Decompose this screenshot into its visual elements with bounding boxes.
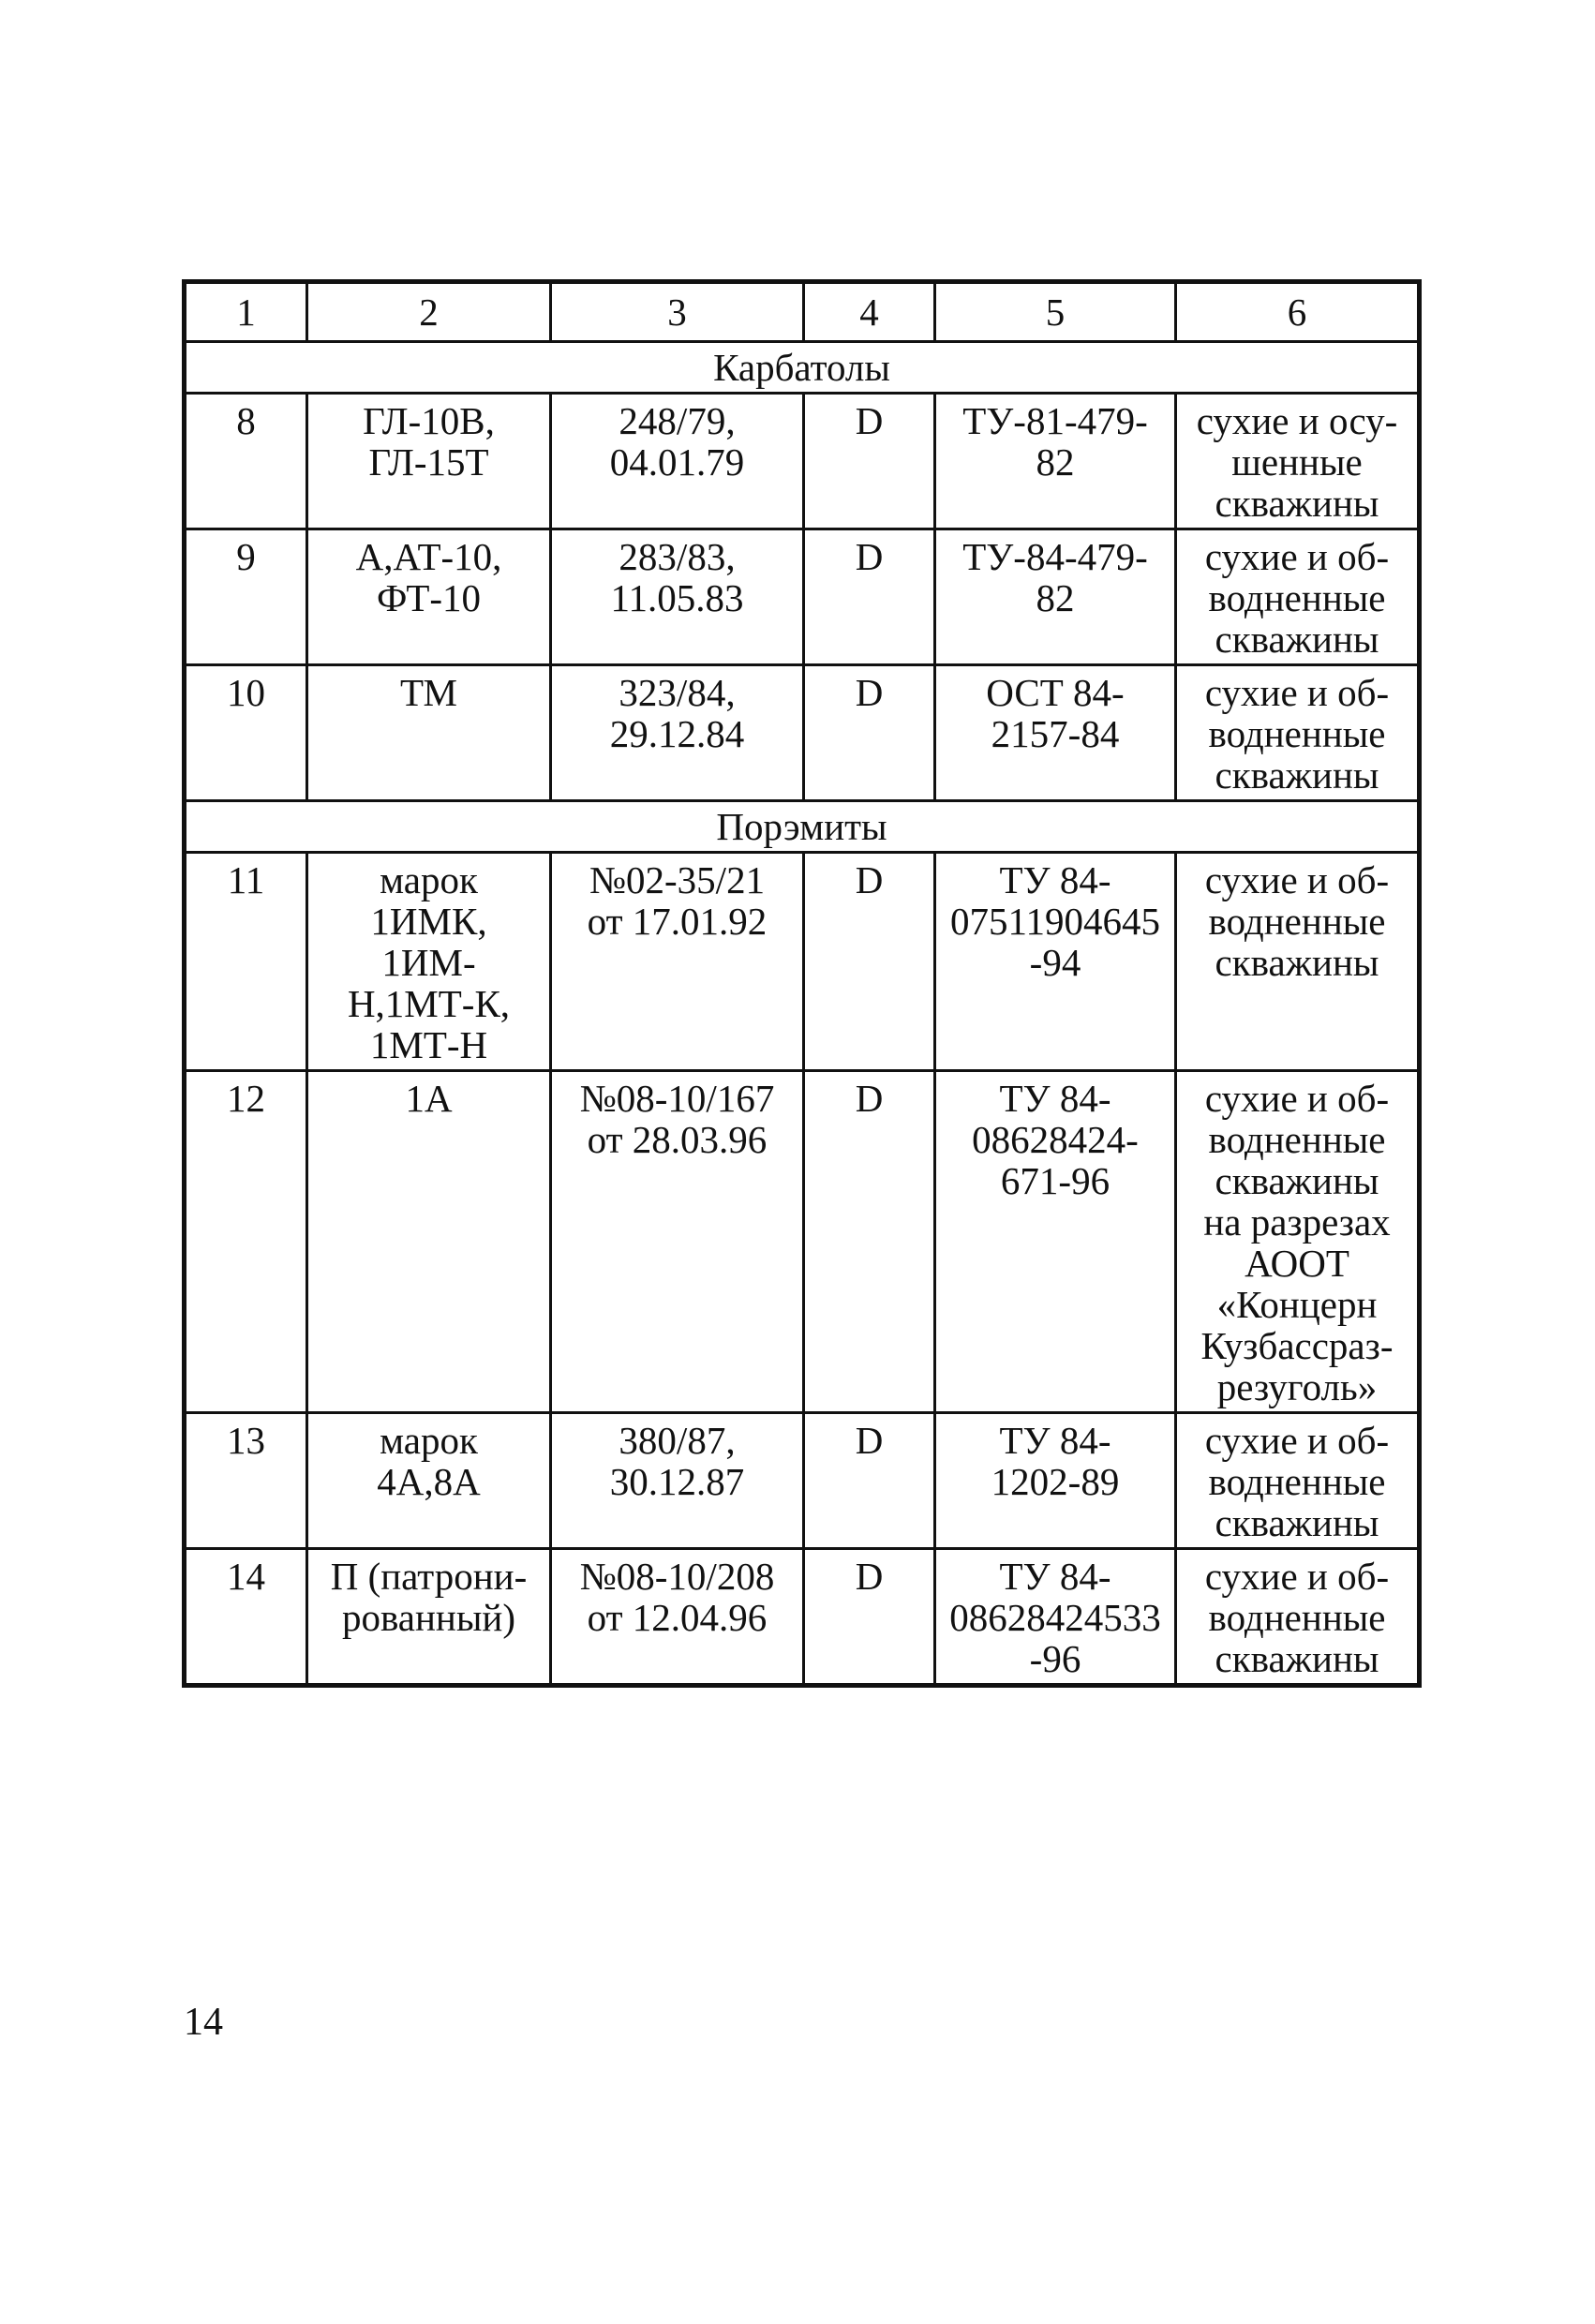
cell-text-line: рованный) — [341, 1596, 516, 1639]
permit-cell — [551, 665, 804, 801]
spec-cell — [935, 394, 1176, 529]
cell-text-line: 1ИМ- — [381, 941, 476, 984]
cell-text-line: 07511904645 — [950, 900, 1160, 943]
cell-text-line: сухие и об- — [1204, 671, 1390, 714]
cell-text-line: сухие и об- — [1204, 535, 1390, 578]
cell-text-line: Кузбассраз- — [1200, 1324, 1394, 1367]
grade-cell — [307, 394, 551, 529]
cell-text-line: 29.12.84 — [609, 712, 745, 755]
cell-text-line: АООТ — [1245, 1242, 1349, 1285]
permit-cell — [551, 1549, 804, 1686]
table-row — [185, 665, 1420, 801]
cell-text-line: №08-10/167 — [579, 1077, 775, 1120]
page-number: 14 — [184, 2001, 223, 2044]
section-title: Карбатолы — [185, 342, 1420, 394]
column-header: 6 — [1176, 282, 1420, 342]
cell-text-line: скважины — [1215, 618, 1379, 661]
column-header: 4 — [804, 282, 935, 342]
cell-text-line: 82 — [1036, 576, 1075, 619]
cell-text-line: 08628424- — [972, 1118, 1139, 1161]
table-row — [185, 1071, 1420, 1413]
conditions-cell — [1176, 853, 1420, 1071]
cell-text-line: скважины — [1215, 941, 1379, 984]
grade-cell — [307, 853, 551, 1071]
row-number-cell: 12 — [185, 1071, 307, 1413]
cell-text-line: ТУ 84- — [999, 1419, 1111, 1462]
cell-text-line: 1А — [405, 1077, 453, 1120]
permit-cell — [551, 1071, 804, 1413]
row-number-cell: 8 — [185, 394, 307, 529]
class-cell: D — [804, 1071, 935, 1413]
column-header: 2 — [307, 282, 551, 342]
cell-text-line: скважины — [1215, 482, 1379, 525]
cell-text-line: ТУ 84- — [999, 858, 1111, 901]
cell-text-line: А,АТ-10, — [355, 535, 502, 578]
cell-text-line: скважины — [1215, 1159, 1379, 1202]
conditions-cell — [1176, 1549, 1420, 1686]
cell-text-line: водненные — [1208, 576, 1386, 619]
permit-cell — [551, 853, 804, 1071]
cell-text-line: шенные — [1231, 440, 1363, 484]
table-row — [185, 853, 1420, 1071]
cell-text-line: 82 — [1036, 440, 1075, 484]
permit-cell — [551, 529, 804, 665]
cell-text-line: 11.05.83 — [610, 576, 744, 619]
spec-cell — [935, 529, 1176, 665]
cell-text-line: скважины — [1215, 1501, 1379, 1544]
class-cell: D — [804, 665, 935, 801]
table-row — [185, 1549, 1420, 1686]
class-cell: D — [804, 394, 935, 529]
cell-text-line: сухие и об- — [1204, 858, 1390, 901]
grade-cell — [307, 1549, 551, 1686]
cell-text-line: водненные — [1208, 712, 1386, 755]
cell-text-line: 04.01.79 — [609, 440, 745, 484]
cell-text-line: 323/84, — [619, 671, 736, 714]
cell-text-line: «Концерн — [1216, 1283, 1378, 1326]
cell-text-line: сухие и об- — [1204, 1419, 1390, 1462]
cell-text-line: 283/83, — [619, 535, 736, 578]
cell-text-line: ФТ-10 — [376, 576, 482, 619]
cell-text-line: марок — [380, 858, 478, 901]
cell-text-line: 30.12.87 — [609, 1460, 745, 1503]
cell-text-line: П (патрони- — [330, 1555, 528, 1598]
conditions-cell — [1176, 1413, 1420, 1549]
section-title: Порэмиты — [185, 801, 1420, 853]
cell-text-line: ГЛ-10В, — [363, 399, 495, 442]
spec-cell — [935, 853, 1176, 1071]
cell-text-line: водненные — [1208, 900, 1386, 943]
cell-text-line: водненные — [1208, 1596, 1386, 1639]
grade-cell — [307, 1413, 551, 1549]
cell-text-line: -94 — [1029, 941, 1081, 984]
table-row — [185, 394, 1420, 529]
cell-text-line: сухие и об- — [1204, 1555, 1390, 1598]
section-header-row — [185, 342, 1420, 394]
column-header: 1 — [185, 282, 307, 342]
class-cell: D — [804, 1549, 935, 1686]
permit-cell — [551, 394, 804, 529]
class-cell: D — [804, 1413, 935, 1549]
grade-cell — [307, 529, 551, 665]
table-row — [185, 529, 1420, 665]
section-header-row — [185, 801, 1420, 853]
cell-text-line: ТУ-84-479- — [962, 535, 1148, 578]
cell-text-line: ТУ 84- — [999, 1555, 1111, 1598]
row-number-cell: 13 — [185, 1413, 307, 1549]
cell-text-line: №02-35/21 — [589, 858, 766, 901]
cell-text-line: 380/87, — [619, 1419, 736, 1462]
cell-text-line: резуголь» — [1216, 1365, 1378, 1408]
explosives-table — [182, 279, 1422, 1688]
column-header: 3 — [551, 282, 804, 342]
grade-cell — [307, 665, 551, 801]
class-cell: D — [804, 853, 935, 1071]
cell-text-line: 08628424533 — [949, 1596, 1161, 1639]
cell-text-line: от 12.04.96 — [587, 1596, 768, 1639]
cell-text-line: от 17.01.92 — [587, 900, 768, 943]
grade-cell — [307, 1071, 551, 1413]
cell-text-line: №08-10/208 — [579, 1555, 775, 1598]
spec-cell — [935, 1413, 1176, 1549]
cell-text-line: сухие и осу- — [1196, 399, 1398, 442]
cell-text-line: ОСТ 84- — [986, 671, 1125, 714]
cell-text-line: 1МТ-Н — [369, 1023, 488, 1066]
conditions-cell — [1176, 1071, 1420, 1413]
cell-text-line: от 28.03.96 — [587, 1118, 768, 1161]
cell-text-line: 671-96 — [1000, 1159, 1111, 1202]
cell-text-line: -96 — [1029, 1637, 1081, 1680]
cell-text-line: 1ИМК, — [370, 900, 487, 943]
cell-text-line: 2157-84 — [991, 712, 1120, 755]
column-header: 5 — [935, 282, 1176, 342]
cell-text-line: 248/79, — [619, 399, 736, 442]
table-header-row — [185, 282, 1420, 342]
class-cell: D — [804, 529, 935, 665]
cell-text-line: ГЛ-15Т — [368, 440, 489, 484]
row-number-cell: 10 — [185, 665, 307, 801]
row-number-cell: 14 — [185, 1549, 307, 1686]
cell-text-line: марок — [380, 1419, 478, 1462]
cell-text-line: скважины — [1215, 753, 1379, 797]
cell-text-line: 4А,8А — [377, 1460, 481, 1503]
cell-text-line: сухие и об- — [1204, 1077, 1390, 1120]
spec-cell — [935, 1071, 1176, 1413]
cell-text-line: скважины — [1215, 1637, 1379, 1680]
conditions-cell — [1176, 529, 1420, 665]
cell-text-line: водненные — [1208, 1118, 1386, 1161]
row-number-cell: 9 — [185, 529, 307, 665]
spec-cell — [935, 665, 1176, 801]
table-row — [185, 1413, 1420, 1549]
cell-text-line: 1202-89 — [991, 1460, 1120, 1503]
cell-text-line: водненные — [1208, 1460, 1386, 1503]
cell-text-line: на разрезах — [1203, 1200, 1391, 1244]
cell-text-line: ТУ 84- — [999, 1077, 1111, 1120]
cell-text-line: ТУ-81-479- — [962, 399, 1148, 442]
spec-cell — [935, 1549, 1176, 1686]
permit-cell — [551, 1413, 804, 1549]
conditions-cell — [1176, 394, 1420, 529]
row-number-cell: 11 — [185, 853, 307, 1071]
conditions-cell — [1176, 665, 1420, 801]
cell-text-line: ТМ — [400, 671, 457, 714]
cell-text-line: Н,1МТ-К, — [347, 982, 511, 1025]
